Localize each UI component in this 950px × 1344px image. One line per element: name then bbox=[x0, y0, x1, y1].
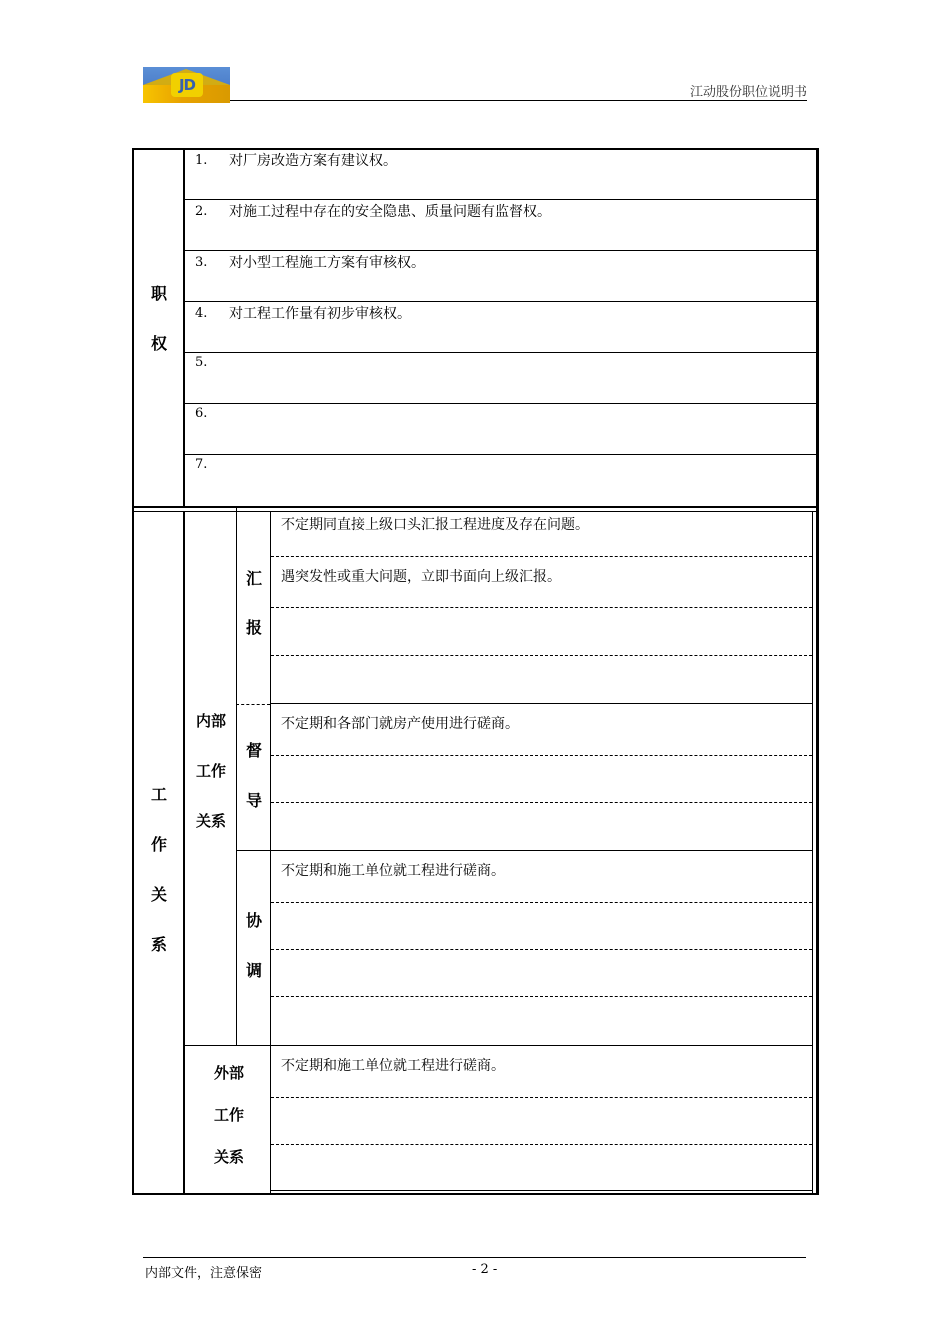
external-block-bottom bbox=[271, 1190, 812, 1191]
table-border-top bbox=[132, 148, 818, 150]
header-title: 江动股份职位说明书 bbox=[689, 85, 807, 100]
footer-rule bbox=[143, 1257, 806, 1258]
supervise-row-divider bbox=[271, 802, 812, 803]
supervise-label-char: 导 bbox=[245, 791, 262, 810]
relations-label-char: 作 bbox=[150, 835, 167, 854]
logo-mark: JD bbox=[171, 73, 203, 97]
authority-item-number: 5. bbox=[195, 355, 208, 370]
authority-row-divider bbox=[185, 250, 816, 251]
relations-label-divider bbox=[183, 512, 185, 1195]
authority-item-text: 对工程工作量有初步审核权。 bbox=[229, 306, 411, 322]
coordinate-row-text: 不定期和施工单位就工程进行磋商。 bbox=[281, 863, 505, 879]
authority-row-divider bbox=[185, 301, 816, 302]
section-separator-2 bbox=[132, 511, 818, 512]
authority-item-number: 6. bbox=[195, 406, 208, 421]
footer-page-number: - 2 - bbox=[472, 1262, 498, 1277]
authority-item-number: 1. bbox=[195, 153, 208, 168]
internal-relations-label: 内部 bbox=[195, 712, 226, 730]
authority-item-number: 2. bbox=[195, 204, 208, 219]
relations-label-char: 关 bbox=[150, 885, 167, 904]
internal-relations-label: 工作 bbox=[195, 762, 226, 780]
section-separator bbox=[132, 506, 818, 508]
authority-label-char: 权 bbox=[150, 334, 167, 353]
authority-item-number: 4. bbox=[195, 306, 208, 321]
external-row-divider bbox=[271, 1097, 812, 1098]
job-description-table bbox=[132, 148, 818, 1195]
report-row-divider bbox=[271, 556, 812, 557]
internal-block-bottom bbox=[185, 1045, 812, 1046]
supervise-row-text: 不定期和各部门就房产使用进行磋商。 bbox=[281, 716, 519, 732]
relations-label-char: 工 bbox=[150, 785, 167, 804]
report-block-bottom bbox=[271, 703, 812, 704]
authority-item-text: 对小型工程施工方案有审核权。 bbox=[229, 255, 425, 271]
content-inner-border bbox=[812, 512, 813, 1195]
coordinate-row-divider bbox=[271, 949, 812, 950]
authority-item-number: 3. bbox=[195, 255, 208, 270]
company-logo bbox=[143, 67, 230, 103]
authority-row-divider bbox=[185, 403, 816, 404]
table-border-left bbox=[132, 148, 134, 1195]
relations-label-char: 系 bbox=[150, 935, 167, 954]
authority-label-char: 职 bbox=[150, 284, 167, 303]
external-row-divider bbox=[271, 1144, 812, 1145]
table-border-right bbox=[816, 148, 819, 1195]
header-rule bbox=[230, 100, 807, 101]
report-row-text: 遇突发性或重大问题，立即书面向上级汇报。 bbox=[281, 569, 561, 585]
internal-label-divider bbox=[236, 508, 237, 1046]
authority-item-text: 对厂房改造方案有建议权。 bbox=[229, 153, 397, 169]
supervise-block-bottom bbox=[236, 850, 812, 851]
coordinate-label-char: 调 bbox=[245, 961, 262, 980]
authority-row-divider bbox=[185, 352, 816, 353]
table-border-bottom bbox=[132, 1193, 818, 1195]
report-label-char: 汇 bbox=[245, 569, 262, 588]
report-label-char: 报 bbox=[245, 618, 262, 637]
content-left-border bbox=[270, 512, 271, 1195]
report-row-divider bbox=[271, 655, 812, 656]
authority-item-number: 7. bbox=[195, 457, 208, 472]
authority-row-divider bbox=[185, 199, 816, 200]
coordinate-row-divider bbox=[271, 996, 812, 997]
coordinate-row-divider bbox=[271, 902, 812, 903]
external-relations-label: 工作 bbox=[213, 1106, 244, 1124]
external-relations-label: 外部 bbox=[213, 1064, 244, 1082]
report-row-divider bbox=[271, 607, 812, 608]
authority-row-divider bbox=[185, 454, 816, 455]
footer-confidential-note: 内部文件，注意保密 bbox=[145, 1266, 263, 1281]
authority-item-text: 对施工过程中存在的安全隐患、质量问题有监督权。 bbox=[229, 204, 551, 220]
internal-relations-label: 关系 bbox=[195, 812, 226, 830]
report-row-text: 不定期同直接上级口头汇报工程进度及存在问题。 bbox=[281, 517, 589, 533]
coordinate-label-char: 协 bbox=[245, 911, 262, 930]
external-relations-label: 关系 bbox=[213, 1148, 244, 1166]
supervise-label-char: 督 bbox=[245, 741, 262, 760]
external-row-text: 不定期和施工单位就工程进行磋商。 bbox=[281, 1058, 505, 1074]
report-label-bottom bbox=[236, 704, 270, 705]
supervise-row-divider bbox=[271, 755, 812, 756]
